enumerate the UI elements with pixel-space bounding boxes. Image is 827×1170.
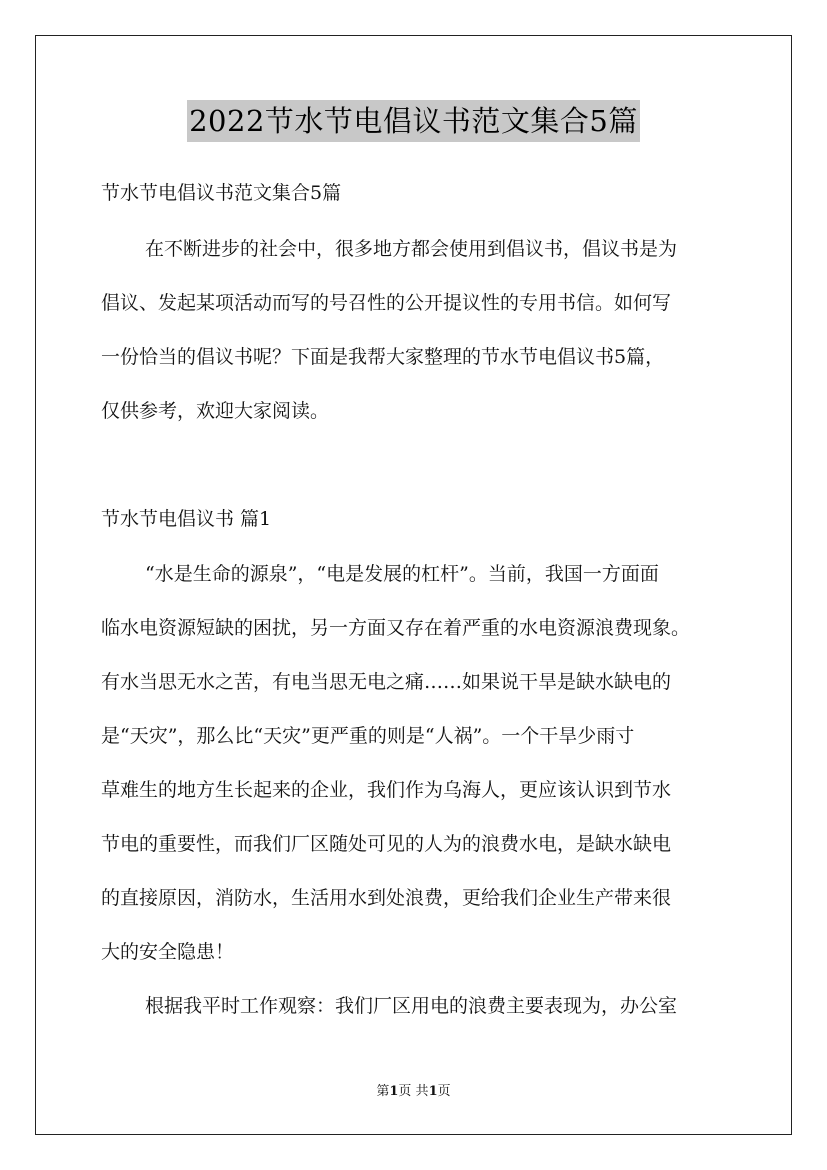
intro-line-1: 在不断进步的社会中，很多地方都会使用到倡议书，倡议书是为 <box>145 238 678 260</box>
footer-total-pages: 1 <box>428 1084 438 1099</box>
para2-line-1: 根据我平时工作观察：我们厂区用电的浪费主要表现为，办公室 <box>145 995 678 1017</box>
body-line-4: 是“天灾”，那么比“天灾”更严重的则是“人祸”。一个干旱少雨寸 <box>101 725 635 747</box>
section-heading: 节水节电倡议书 篇1 <box>101 508 272 530</box>
body-line-8: 大的安全隐患！ <box>101 941 235 963</box>
intro-line-3: 一份恰当的倡议书呢？下面是我帮大家整理的节水节电倡议书5篇， <box>101 346 665 368</box>
body-line-6: 节电的重要性，而我们厂区随处可见的人为的浪费水电，是缺水缺电 <box>101 833 672 855</box>
page-footer <box>0 1082 827 1102</box>
body-line-2: 临水电资源短缺的困扰，另一方面又存在着严重的水电资源浪费现象。 <box>101 617 691 639</box>
body-line-5: 草难生的地方生长起来的企业，我们作为乌海人，更应该认识到节水 <box>101 779 672 801</box>
footer-page-number: 1 <box>389 1084 399 1099</box>
title-container <box>0 100 827 142</box>
footer-mid: 页 共 <box>398 1084 429 1099</box>
document-title: 2022节水节电倡议书范文集合5篇 <box>187 100 640 142</box>
body-line-7: 的直接原因，消防水，生活用水到处浪费，更给我们企业生产带来很 <box>101 887 672 909</box>
subtitle: 节水节电倡议书范文集合5篇 <box>101 182 342 204</box>
footer-suffix: 页 <box>437 1084 451 1099</box>
intro-line-2: 倡议、发起某项活动而写的号召性的公开提议性的专用书信。如何写 <box>101 292 672 314</box>
body-line-3: 有水当思无水之苦，有电当思无电之痛……如果说干旱是缺水缺电的 <box>101 671 672 693</box>
intro-line-4: 仅供参考，欢迎大家阅读。 <box>101 400 330 422</box>
footer-prefix: 第 <box>376 1084 390 1099</box>
body-line-1: “水是生命的源泉”，“电是发展的杠杆”。当前，我国一方面面 <box>145 563 659 585</box>
